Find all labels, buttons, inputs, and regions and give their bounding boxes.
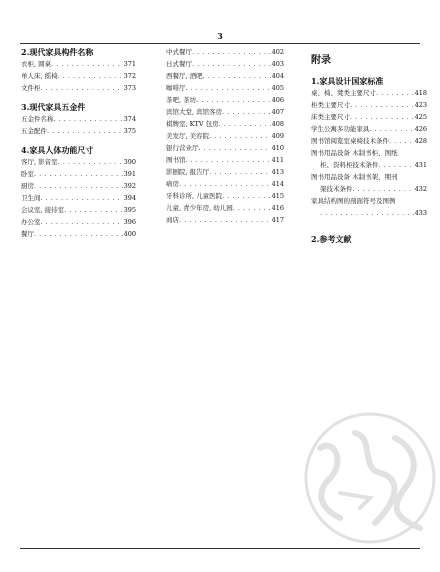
toc-entry-multiline[interactable]: 家具结构图的剖面符号及图例 xyxy=(311,197,396,205)
toc-entry[interactable]: 商店 . . . 417 xyxy=(166,214,284,226)
toc-entry[interactable]: 棋牌室, KTV 包房 . . . 408 xyxy=(166,118,284,130)
toc-entry[interactable]: 五金件名称 . . . 374 xyxy=(21,113,136,125)
toc-entry[interactable]: 美发厅, 美容院 . . . 409 xyxy=(166,130,284,142)
footer-rule xyxy=(20,548,420,549)
toc-entry[interactable]: 五金配件 . . . 375 xyxy=(21,125,136,137)
toc-entry[interactable]: 客厅, 影音室 . . . 390 xyxy=(21,156,136,168)
toc-column-2 xyxy=(166,46,284,226)
toc-entry[interactable]: 儿童, 青少年房, 幼儿园 . . . 416 xyxy=(166,202,284,214)
toc-entry[interactable]: 桌、椅、凳类主要尺寸 . . . 418 xyxy=(311,87,427,99)
toc-entry[interactable]: 影剧院, 报告厅 . . . 413 xyxy=(166,166,284,178)
toc-entry-continuation[interactable]: 架技术条件 . . . 432 xyxy=(311,183,427,195)
section-title: 4.家具人体功能尺寸 xyxy=(21,145,94,155)
toc-entry[interactable]: 卧室 . . . 391 xyxy=(21,168,136,180)
toc-entry[interactable]: 单人床, 摇椅 . . . 372 xyxy=(21,70,136,82)
toc-entry[interactable]: 厨房 . . . 392 xyxy=(21,180,136,192)
toc-entry[interactable]: 病房 . . . 414 xyxy=(166,178,284,190)
toc-entry[interactable]: 日式餐厅 . . . 403 xyxy=(166,58,284,70)
toc-entry[interactable]: 餐厅 . . . 400 xyxy=(21,228,136,240)
toc-entry[interactable]: 办公室 . . . 396 xyxy=(21,216,136,228)
toc-entry[interactable]: 柜类主要尺寸 . . . 423 xyxy=(311,99,427,111)
toc-entry[interactable]: 咖啡厅 . . . 405 xyxy=(166,82,284,94)
toc-entry[interactable]: 宾馆大堂, 宾馆客房 . . . 407 xyxy=(166,106,284,118)
toc-entry[interactable]: 图书馆阅览室桌椅技术条件 . . . 428 xyxy=(311,135,427,147)
toc-entry[interactable]: 文件柜 . . . 373 xyxy=(21,82,136,94)
toc-entry[interactable]: 卫生间 . . . 394 xyxy=(21,192,136,204)
page-number: 3 xyxy=(217,31,223,41)
toc-entry-multiline[interactable]: 图书用品设备 木制书柜、图纸 xyxy=(311,149,398,157)
header-rule xyxy=(20,43,420,44)
toc-entry[interactable]: 学生公寓多功能家具 . . . 426 xyxy=(311,123,427,135)
toc-entry-multiline[interactable]: 图书用品设备 木制书架、期刊 xyxy=(311,173,398,181)
toc-entry[interactable]: 床类主要尺寸 . . . 425 xyxy=(311,111,427,123)
toc-entry[interactable]: 西餐厅, 酒吧 . . . 404 xyxy=(166,70,284,82)
calligraphy-watermark-icon xyxy=(300,408,440,548)
toc-entry[interactable]: 图书馆 . . . 411 xyxy=(166,154,284,166)
section-title: 1.家具设计国家标准 xyxy=(311,76,384,86)
section-title: 2.现代家具构件名称 xyxy=(21,47,94,57)
toc-entry[interactable]: 中式餐厅 . . . 402 xyxy=(166,46,284,58)
section-title: 2.参考文献 xyxy=(311,234,352,244)
toc-entry[interactable]: 牙科诊所, 儿童医院 . . . 415 xyxy=(166,190,284,202)
toc-entry[interactable]: 茶吧, 茶坊 . . . 406 xyxy=(166,94,284,106)
toc-entry-continuation[interactable]: . . . 433 xyxy=(311,207,427,219)
toc-entry[interactable]: 会议室, 接待室 . . . 395 xyxy=(21,204,136,216)
toc-entry[interactable]: 银行营业厅 . . . 410 xyxy=(166,142,284,154)
toc-entry[interactable]: 衣柜, 圆桌 . . . 371 xyxy=(21,58,136,70)
toc-entry-continuation[interactable]: 柜、资料柜技术条件 . . . 431 xyxy=(311,159,427,171)
appendix-title: 附录 xyxy=(311,55,331,66)
toc-column-1 xyxy=(21,46,136,240)
section-title: 3.现代家具五金件 xyxy=(21,102,86,112)
toc-column-3 xyxy=(311,46,427,245)
